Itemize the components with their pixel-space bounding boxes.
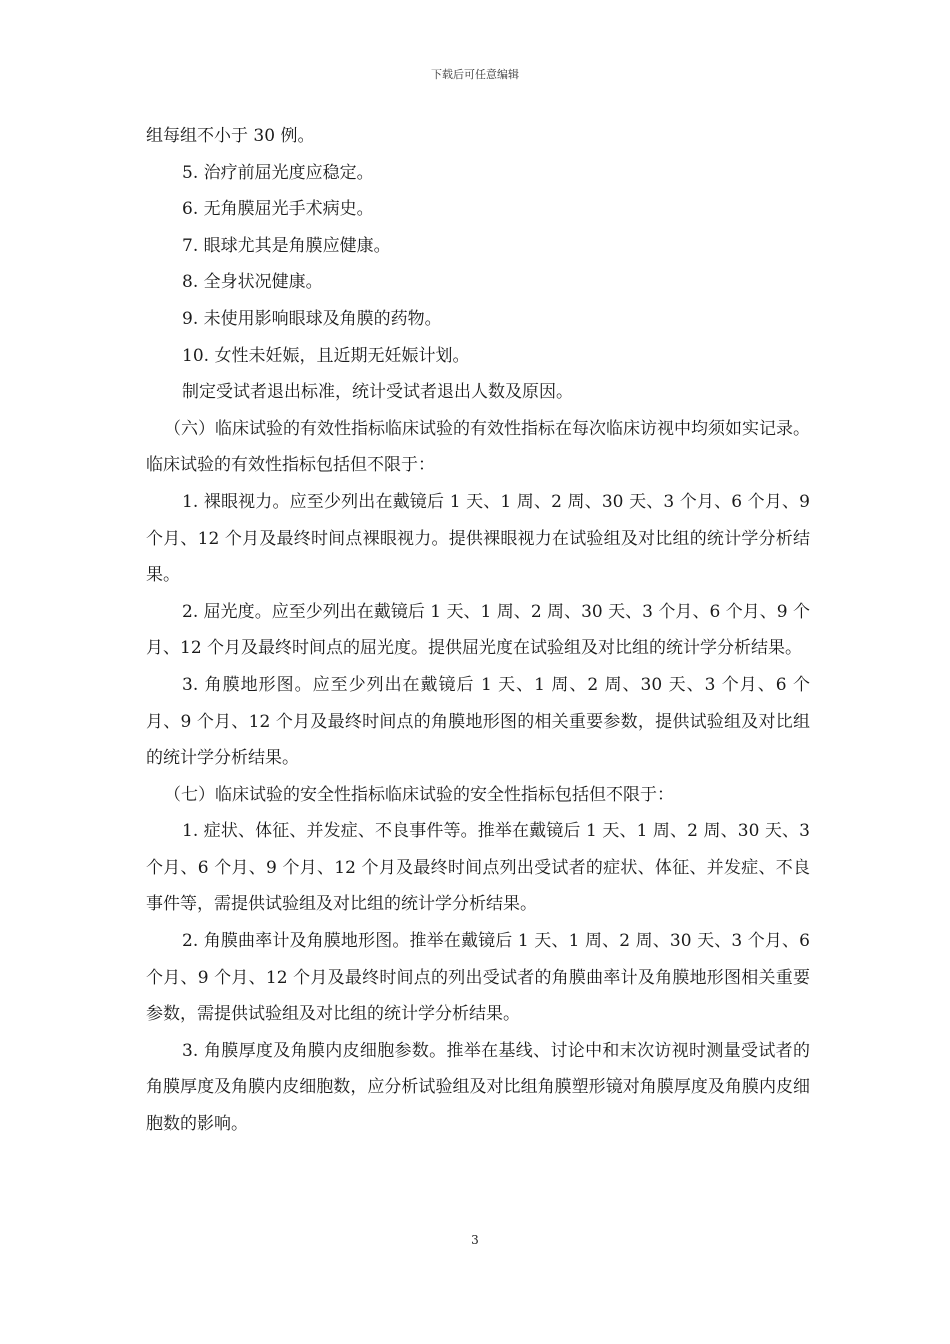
list-item-6: 6. 无角膜屈光手术病史。 xyxy=(182,199,374,220)
safety-item-1: 1. 症状、体征、并发症、不良事件等。推举在戴镜后 1 天、1 周、2 周、30 天、3 个月、6 个月、9 个月、12 个月及最终时间点列出受试者的症状、体征、并发症、不良事件等，需提供试验组及对比组的统计学分析结果。 xyxy=(146,821,810,915)
section-6-heading: （六）临床试验的有效性指标临床试验的有效性指标在每次临床访视中均须如实记录。临床试验的有效性指标包括但不限于： xyxy=(146,418,810,476)
list-item-10: 10. 女性未妊娠，且近期无妊娠计划。 xyxy=(182,345,470,366)
page-number: 3 xyxy=(471,1233,479,1247)
document-body xyxy=(146,118,810,1143)
list-item-8: 8. 全身状况健康。 xyxy=(182,272,323,293)
list-item-5: 5. 治疗前屈光度应稳定。 xyxy=(182,162,374,183)
safety-item-2: 2. 角膜曲率计及角膜地形图。推举在戴镜后 1 天、1 周、2 周、30 天、3 个月、6 个月、9 个月、12 个月及最终时间点的列出受试者的角膜曲率计及角膜地形图相关重要参数，需提供试验组及对比组的统计学分析结果。 xyxy=(146,931,810,1025)
efficacy-item-3: 3. 角膜地形图。应至少列出在戴镜后 1 天、1 周、2 周、30 天、3 个月、6 个月、9 个月、12 个月及最终时间点的角膜地形图的相关重要参数，提供试验组及对比组的统计学分析结果。 xyxy=(146,674,810,769)
efficacy-item-2: 2. 屈光度。应至少列出在戴镜后 1 天、1 周、2 周、30 天、3 个月、6 个月、9 个月、12 个月及最终时间点的屈光度。提供屈光度在试验组及对比组的统计学分析结果。 xyxy=(146,601,810,659)
page-header: 下载后可任意编辑 xyxy=(431,68,519,81)
list-item-9: 9. 未使用影响眼球及角膜的药物。 xyxy=(182,308,442,329)
paragraph-continuation: 组每组不小于 30 例。 xyxy=(146,126,315,146)
withdrawal-criteria-paragraph: 制定受试者退出标准，统计受试者退出人数及原因。 xyxy=(182,382,573,403)
safety-item-3: 3. 角膜厚度及角膜内皮细胞参数。推举在基线、讨论中和末次访视时测量受试者的角膜厚度及角膜内皮细胞数，应分析试验组及对比组角膜塑形镜对角膜厚度及角膜内皮细胞数的影响。 xyxy=(146,1040,810,1135)
efficacy-item-1: 1. 裸眼视力。应至少列出在戴镜后 1 天、1 周、2 周、30 天、3 个月、6 个月、9 个月、12 个月及最终时间点裸眼视力。提供裸眼视力在试验组及对比组的统计学分析结果。 xyxy=(146,491,810,586)
list-item-7: 7. 眼球尤其是角膜应健康。 xyxy=(182,235,391,256)
section-7-heading: （七）临床试验的安全性指标临床试验的安全性指标包括但不限于： xyxy=(164,784,674,805)
